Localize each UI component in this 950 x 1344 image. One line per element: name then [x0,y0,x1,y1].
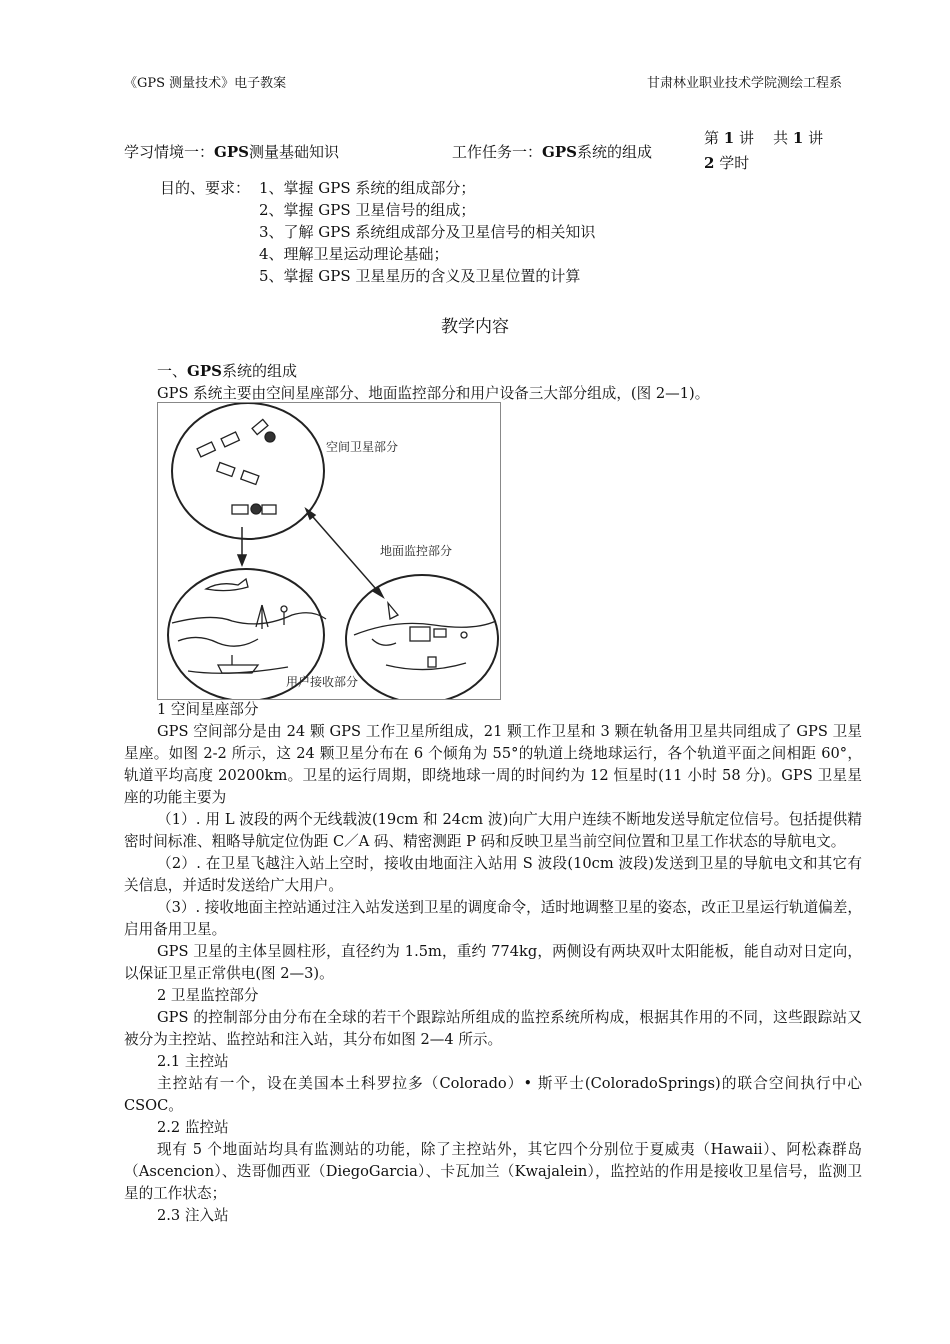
lecture-count [704,127,823,148]
section-heading-suffix: 系统的组成 [221,362,297,380]
figure-label-ground: 地面监控部分 [380,544,453,558]
p1-satellite: GPS 卫星的主体呈圆柱形，直径约为 1.5m，重约 774kg，两侧设有两块双叶太阳能板，能自动对日定向，以保证卫星正常供电(图 2—3)。 [124,943,862,982]
task-suffix: 系统的组成 [576,143,652,161]
user-scene [172,579,326,673]
header-left: 《GPS 测量技术》电子教案 [124,76,287,91]
p23-heading: 2.3 注入站 [157,1207,229,1224]
p2-heading: 2 卫星监控部分 [157,987,259,1004]
p22-heading: 2.2 监控站 [157,1119,229,1136]
header-right: 甘肃林业职业技术学院测绘工程系 [646,76,842,91]
total-post: 讲 [808,129,824,147]
section-heading [157,360,297,381]
lecture-post: 讲 [739,129,755,147]
figure-label-space: 空间卫星部分 [326,440,399,454]
p1-function-1: （1）. 用 L 波段的两个无线载波(19cm 和 24cm 波)向广大用户连续不断地发送导航定位信号。包括提供精密时间标准、粗略导航定位伪距 C／A 码、精密测距 P 码和反映卫星当前空间位置和卫星工作状态的导航电文。 [124,811,862,850]
hours-num: 2 [704,154,715,172]
goal-item-2: 2、掌握 GPS 卫星信号的组成； [259,201,476,219]
hours-post: 学时 [719,154,750,172]
gps-composition-figure [157,402,501,700]
section-intro: GPS 系统主要由空间星座部分、地面监控部分和用户设备三大部分组成，(图 2—1)。 [157,385,710,402]
goals-label: 目的、要求： [160,179,251,197]
goal-item-3: 3、了解 GPS 系统组成部分及卫星信号的相关知识 [259,223,596,241]
total-num: 1 [792,129,804,147]
p21-text: 主控站有一个，设在美国本土科罗拉多（Colorado）• 斯平士(ColoradoSprings)的联合空间执行中心 CSOC。 [124,1075,862,1114]
section-heading-prefix: 一、 [157,362,188,380]
p2-text: GPS 的控制部分由分布在全球的若干个跟踪站所组成的监控系统所构成，根据其作用的不同，这些跟踪站又被分为主控站、监控站和注入站，其分布如图 2—4 所示。 [124,1009,862,1048]
situation-suffix: 测量基础知识 [248,143,339,161]
task-name: GPS [542,143,577,161]
p22-text: 现有 5 个地面站均具有监测站的功能，除了主控站外，其它四个分别位于夏威夷（Hawaii）、阿松森群岛（Ascencion）、迭哥伽西亚（DiegoGarcia）、卡瓦加兰（Kwajalein），监控站的作用是接收卫星信号，监测卫星的工作状态； [124,1141,862,1202]
ground-scene [354,603,496,670]
p21-heading: 2.1 主控站 [157,1053,229,1070]
p1-heading: 1 空间星座部分 [157,701,259,718]
p1-text: GPS 空间部分是由 24 颗 GPS 工作卫星所组成，21 颗工作卫星和 3 颗在轨备用卫星共同组成了 GPS 卫星星座。如图 2-2 所示，这 24 颗卫星分布在 6 个倾角为 55°的轨道上绕地球运行，各个轨道平面之间相距 60°，轨道平均高度 20200km。卫星的运行周期，即绕地球一周的时间约为 12 恒星时(11 小时 58 分)。GPS 卫星星座的功能主要为 [124,723,862,806]
section-heading-bold: GPS [187,362,222,380]
goal-item-1: 1、掌握 GPS 系统的组成部分； [259,179,476,197]
goal-item-5: 5、掌握 GPS 卫星星历的含义及卫星位置的计算 [259,267,581,285]
p1-function-2: （2）. 在卫星飞越注入站上空时，接收由地面注入站用 S 波段(10cm 波段)发送到卫星的导航电文和其它有关信息，并适时发送给广大用户。 [124,855,862,894]
total-pre: 共 [773,129,789,147]
content-title: 教学内容 [441,317,509,337]
ground-circle [346,575,498,699]
gps-diagram [158,403,500,699]
situation-name: GPS [214,143,249,161]
situation-prefix: 学习情境一： [124,143,215,161]
class-hours [704,152,749,173]
work-task [452,141,652,162]
task-prefix: 工作任务一： [452,143,543,161]
satellite-icons [197,419,276,514]
figure-label-user: 用户接收部分 [286,675,359,689]
body-content [124,699,862,1227]
goal-item-4: 4、理解卫星运动理论基础； [259,245,449,263]
lecture-num: 1 [723,129,735,147]
p1-function-3: （3）. 接收地面主控站通过注入站发送到卫星的调度命令，适时地调整卫星的姿态，改正卫星运行轨道偏差，启用备用卫星。 [124,899,862,938]
space-circle [172,403,324,539]
lecture-pre: 第 [704,129,720,147]
learning-situation [124,141,339,162]
